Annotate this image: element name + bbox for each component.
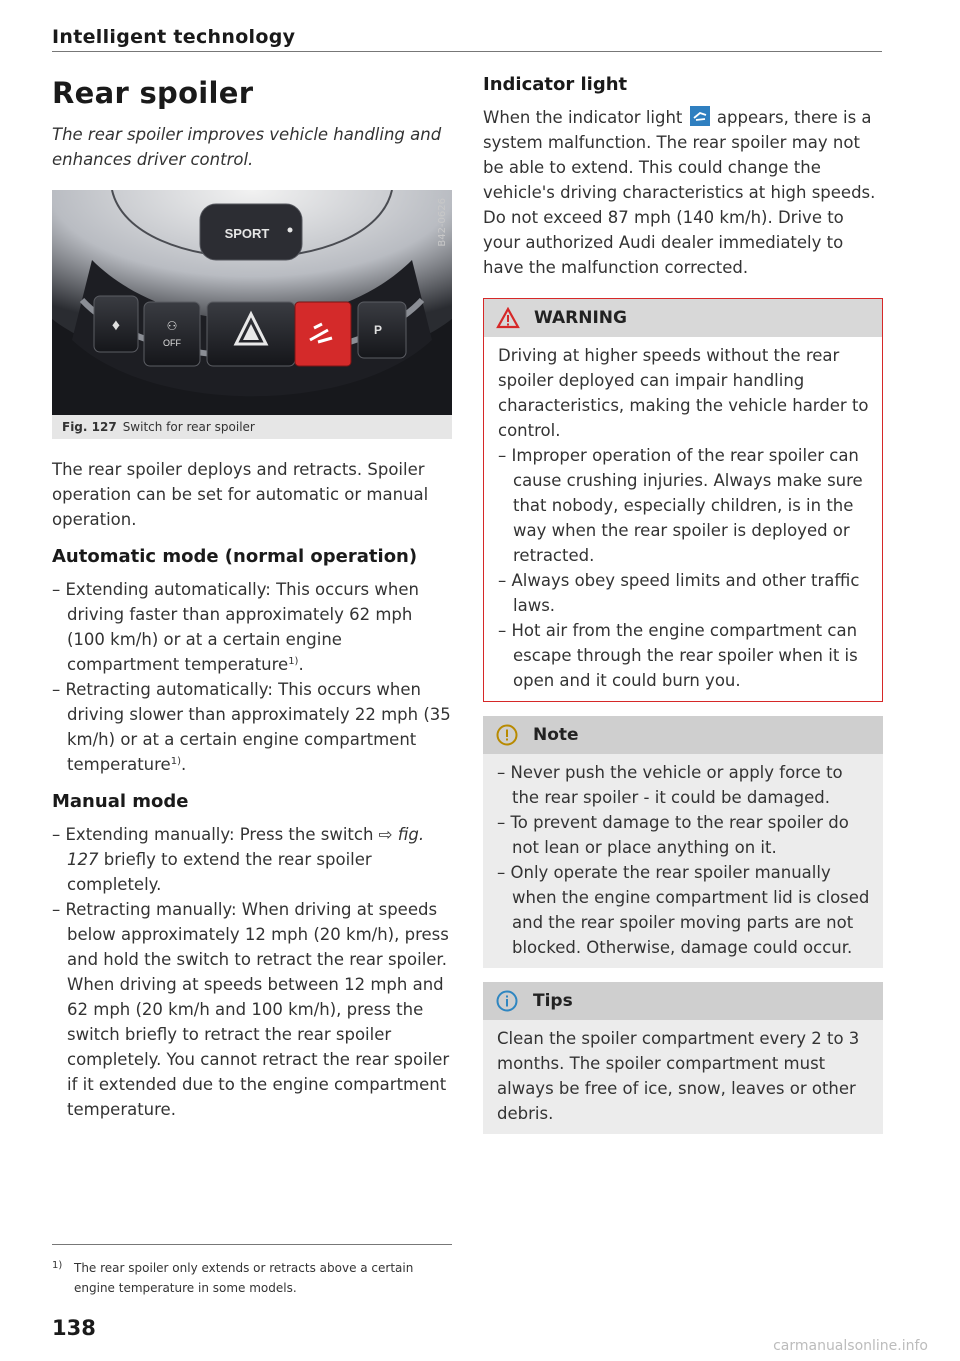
list-item: – Always obey speed limits and other traffic laws. xyxy=(498,568,870,618)
spoiler-indicator-icon xyxy=(690,106,710,126)
header-rule xyxy=(52,51,882,52)
list-item: – To prevent damage to the rear spoiler do not lean or place anything on it. xyxy=(497,810,871,860)
figure-caption xyxy=(52,415,452,439)
footnote-rule xyxy=(52,1244,452,1245)
right-column xyxy=(483,72,883,1134)
page-title: Rear spoiler xyxy=(52,76,254,110)
warning-list xyxy=(498,443,870,693)
list-item: – Extending automatically: This occurs when driving faster than approximately 62 mph (100 km/h) or at a certain engine compartment temperature$^{1)}$. xyxy=(52,577,452,677)
footnote: 1) The rear spoiler only extends or retracts above a certain engine temperature in some models. xyxy=(52,1256,452,1298)
page-number: 138 xyxy=(52,1316,96,1340)
warning-intro: Driving at higher speeds without the rear spoiler deployed can impair handling characteristics, making the vehicle harder to control. xyxy=(498,346,869,440)
figure-127 xyxy=(52,190,452,439)
footnote-marker: 1) xyxy=(288,656,299,667)
tips-title: Tips xyxy=(533,991,573,1011)
manual-mode-heading: Manual mode xyxy=(52,791,189,812)
list-item: – Retracting automatically: This occurs when driving slower than approximately 22 mph (35 km/h) or at a certain engine compartment temperature$^{1)}$. xyxy=(52,677,452,777)
p-label: P xyxy=(373,323,383,337)
list-item: – Never push the vehicle or apply force to the rear spoiler - it could be damaged. xyxy=(497,760,871,810)
note-body xyxy=(483,754,883,968)
figure-code: B42-0626 xyxy=(437,198,448,247)
list-item: – Extending manually: Press the switch ⇨ fig. 127 briefly to extend the rear spoiler completely. xyxy=(52,822,452,897)
note-box xyxy=(483,716,883,968)
figure-number: Fig. 127 xyxy=(62,420,117,434)
manual-mode-list xyxy=(52,822,452,1122)
off-label: OFF xyxy=(163,338,181,348)
indicator-light-heading: Indicator light xyxy=(483,74,628,95)
automatic-mode-list xyxy=(52,577,452,777)
list-item: – Retracting manually: When driving at speeds below approximately 12 mph (20 km/h), press and hold the switch to retract the rear spoiler. When driving at speeds between 12 mph and 62 mph (20 km/h and 100 km/h), press the switch briefly to retract the rear spoiler completely. You cannot retract the rear spoiler if it extended due to the engine compartment temperature. xyxy=(52,897,452,1122)
warning-title: WARNING xyxy=(534,308,627,328)
tips-header xyxy=(483,982,883,1020)
warning-box xyxy=(483,298,883,702)
info-icon xyxy=(495,989,519,1013)
warning-triangle-icon xyxy=(496,307,520,329)
footnote-marker: 1) xyxy=(170,756,181,767)
intro-paragraph: The rear spoiler deploys and retracts. Spoiler operation can be set for automatic or manual operation. xyxy=(52,460,429,529)
note-exclamation-icon xyxy=(495,723,519,747)
warning-body xyxy=(484,337,882,701)
figure-link[interactable]: ⇨ fig. 127 xyxy=(67,825,425,869)
tips-text: Clean the spoiler compartment every 2 to 3 months. The spoiler compartment must always be free of ice, snow, leaves or other debris. xyxy=(497,1029,860,1123)
section-header: Intelligent technology xyxy=(52,26,296,48)
automatic-mode-heading: Automatic mode (normal operation) xyxy=(52,546,418,567)
svg-text:♦: ♦ xyxy=(111,317,121,334)
list-item: – Only operate the rear spoiler manually when the engine compartment lid is closed and the rear spoiler moving parts are not blocked. Otherwise, damage could occur. xyxy=(497,860,871,960)
note-list xyxy=(497,760,871,960)
tips-body xyxy=(483,1020,883,1134)
spoiler-switch-photo xyxy=(52,190,452,415)
footnote-number: 1) xyxy=(52,1260,63,1271)
warning-header xyxy=(484,299,882,337)
list-item: – Hot air from the engine compartment can escape through the rear spoiler when it is open and it could burn you. xyxy=(498,618,870,693)
note-header xyxy=(483,716,883,754)
tips-box xyxy=(483,982,883,1134)
switch-panel-illustration xyxy=(52,190,452,415)
sport-button-label: SPORT xyxy=(224,226,270,241)
indicator-paragraph: When the indicator light appears, there is a system malfunction. The rear spoiler may not be able to extend. This could change the vehicle's driving characteristics at high speeds. Do not exceed 87 mph (140 km/h). Drive to your authorized Audi dealer immediately to have the malfunction corrected. xyxy=(483,108,876,277)
intro-text: The rear spoiler improves vehicle handling and enhances driver control. xyxy=(52,125,442,169)
list-item: – Improper operation of the rear spoiler can cause crushing injuries. Always make sure that nobody, especially children, is in the way when the rear spoiler is deployed or retracted. xyxy=(498,443,870,568)
note-title: Note xyxy=(533,725,579,745)
watermark: carmanualsonline.info xyxy=(773,1338,928,1354)
left-column xyxy=(52,72,452,1122)
svg-text:⚇: ⚇ xyxy=(166,319,178,333)
figure-caption-text: Switch for rear spoiler xyxy=(122,420,255,434)
